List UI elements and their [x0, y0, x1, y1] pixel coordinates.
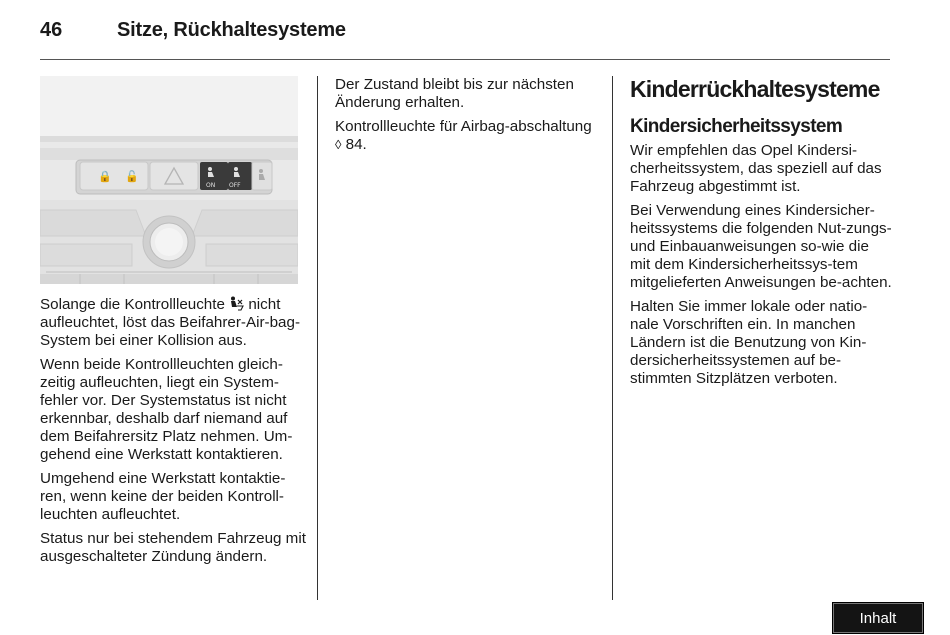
paragraph: Wir empfehlen das Opel Kindersi-cherheitssystem, das speziell auf das Fahrzeug abgestimmt ist.: [630, 142, 882, 195]
svg-text:🔓: 🔓: [125, 170, 139, 183]
paragraph: Status nur bei stehendem Fahrzeug mit ausgeschalteter Zündung ändern.: [40, 530, 306, 565]
airbag-off-seat-icon: [229, 296, 244, 311]
column-left: [40, 296, 306, 572]
svg-text:🔒: 🔒: [98, 170, 112, 183]
paragraph: Solange die Kontrollleuchte nicht aufleuchtet, löst das Beifahrer-Air-bag-System bei einer Kollision aus.: [40, 296, 301, 349]
chapter-title: Sitze, Rückhaltesysteme: [117, 19, 346, 41]
paragraph: Kontrollleuchte für Airbag-abschaltung ◊ 84.: [335, 118, 592, 153]
paragraph: Umgehend eine Werkstatt kontaktie-ren, wenn keine der beiden Kontroll-leuchten aufleuchtet.: [40, 470, 286, 523]
page-reference-icon[interactable]: ◊: [335, 137, 342, 152]
subsection-heading: Kindersicherheitssystem: [630, 116, 843, 137]
header-rule: [40, 59, 890, 60]
off-label: OFF: [229, 182, 241, 189]
paragraph: Bei Verwendung eines Kindersicher-heitssystems die folgenden Nut-zungs- und Einbauanweisungen so-wie die mit dem Kindersicherheitssys-tem mitgelieferten Anweisungen be-achten.: [630, 202, 892, 291]
paragraph: Wenn beide Kontrollleuchten gleich-zeitig aufleuchten, liegt ein System-fehler vor. Der Systemstatus ist nicht erkennbar, deshalb darf niemand auf dem Beifahrersitz Platz nehmen. Um-gehend eine Werkstatt kontaktieren.: [40, 356, 293, 463]
paragraph: Halten Sie immer lokale oder natio-nale Vorschriften ein. In manchen Ländern ist die Benutzung von Kin-dersicherheitssystemen auf be-stimmten Sitzplätzen verboten.: [630, 298, 868, 387]
inhalt-button[interactable]: Inhalt: [832, 602, 924, 634]
page-number: 46: [40, 19, 63, 41]
column-middle: [335, 76, 597, 160]
page-reference-link[interactable]: 84.: [341, 136, 367, 153]
column-right: [630, 76, 892, 394]
dashboard-figure: [40, 76, 298, 284]
column-divider: [317, 76, 318, 600]
on-label: ON: [206, 182, 216, 189]
paragraph: Der Zustand bleibt bis zur nächsten Änderung erhalten.: [335, 76, 574, 111]
section-heading: Kinderrückhaltesysteme: [630, 76, 880, 102]
dashboard-illustration: [40, 76, 298, 284]
column-divider: [612, 76, 613, 600]
